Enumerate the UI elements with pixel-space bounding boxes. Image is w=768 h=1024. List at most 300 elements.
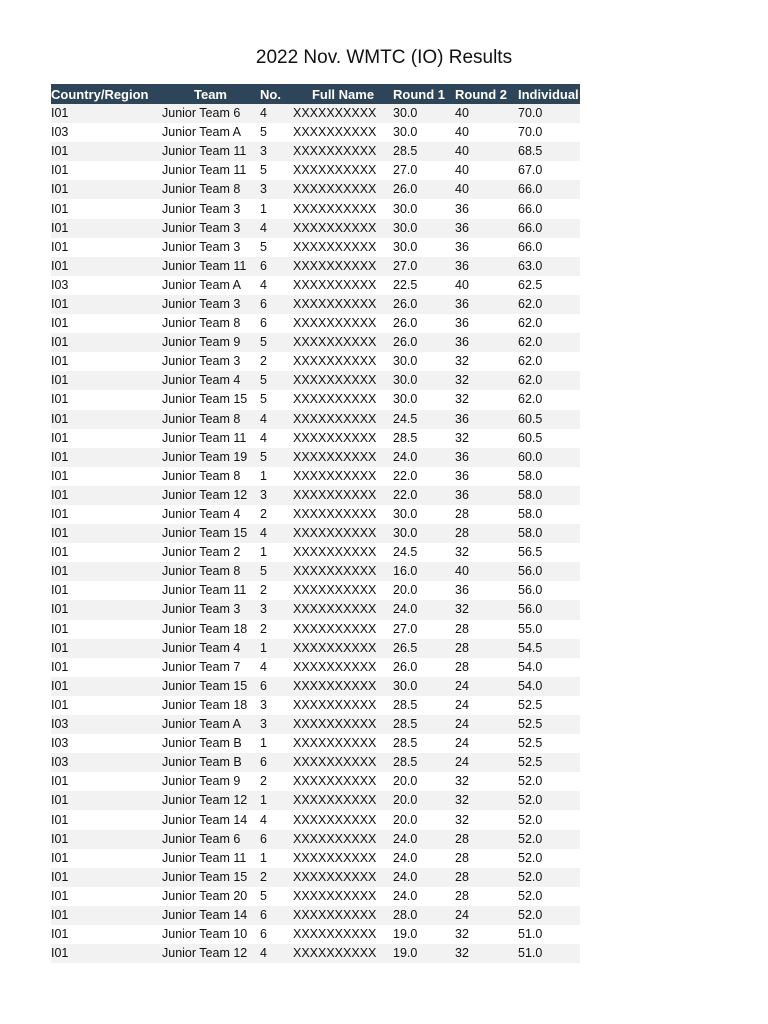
cell-team: Junior Team 12 bbox=[161, 944, 260, 963]
cell-individual: 51.0 bbox=[518, 925, 580, 944]
cell-round-2: 32 bbox=[455, 772, 518, 791]
table-row bbox=[51, 123, 580, 142]
table-row bbox=[51, 810, 580, 829]
table-row bbox=[51, 429, 580, 448]
cell-no: 6 bbox=[260, 257, 293, 276]
cell-team: Junior Team 6 bbox=[161, 830, 260, 849]
cell-country-region: I01 bbox=[51, 199, 161, 218]
cell-no: 6 bbox=[260, 925, 293, 944]
cell-country-region: I01 bbox=[51, 581, 161, 600]
cell-round-2: 36 bbox=[455, 238, 518, 257]
table-row bbox=[51, 753, 580, 772]
cell-full-name: XXXXXXXXXX bbox=[293, 772, 393, 791]
cell-no: 4 bbox=[260, 658, 293, 677]
cell-full-name: XXXXXXXXXX bbox=[293, 581, 393, 600]
table-row bbox=[51, 944, 580, 963]
cell-round-2: 40 bbox=[455, 104, 518, 123]
cell-full-name: XXXXXXXXXX bbox=[293, 276, 393, 295]
column-header-team: Team bbox=[161, 84, 260, 104]
cell-individual: 52.0 bbox=[518, 772, 580, 791]
cell-full-name: XXXXXXXXXX bbox=[293, 371, 393, 390]
cell-team: Junior Team 3 bbox=[161, 352, 260, 371]
cell-full-name: XXXXXXXXXX bbox=[293, 677, 393, 696]
cell-full-name: XXXXXXXXXX bbox=[293, 352, 393, 371]
cell-country-region: I01 bbox=[51, 219, 161, 238]
cell-individual: 58.0 bbox=[518, 524, 580, 543]
cell-team: Junior Team 8 bbox=[161, 562, 260, 581]
cell-round-1: 26.0 bbox=[393, 314, 455, 333]
cell-full-name: XXXXXXXXXX bbox=[293, 600, 393, 619]
cell-team: Junior Team 9 bbox=[161, 333, 260, 352]
table-row bbox=[51, 219, 580, 238]
cell-round-1: 27.0 bbox=[393, 620, 455, 639]
cell-individual: 62.0 bbox=[518, 352, 580, 371]
cell-full-name: XXXXXXXXXX bbox=[293, 639, 393, 658]
cell-country-region: I01 bbox=[51, 410, 161, 429]
cell-team: Junior Team 15 bbox=[161, 677, 260, 696]
cell-team: Junior Team 7 bbox=[161, 658, 260, 677]
page-title: 2022 Nov. WMTC (IO) Results bbox=[255, 47, 513, 68]
cell-no: 2 bbox=[260, 868, 293, 887]
cell-round-2: 40 bbox=[455, 562, 518, 581]
table-row bbox=[51, 276, 580, 295]
cell-individual: 52.0 bbox=[518, 906, 580, 925]
cell-no: 4 bbox=[260, 810, 293, 829]
cell-round-2: 32 bbox=[455, 352, 518, 371]
cell-full-name: XXXXXXXXXX bbox=[293, 830, 393, 849]
cell-country-region: I01 bbox=[51, 295, 161, 314]
cell-round-2: 24 bbox=[455, 734, 518, 753]
cell-country-region: I01 bbox=[51, 944, 161, 963]
cell-round-2: 24 bbox=[455, 906, 518, 925]
cell-full-name: XXXXXXXXXX bbox=[293, 887, 393, 906]
cell-no: 1 bbox=[260, 791, 293, 810]
cell-no: 6 bbox=[260, 753, 293, 772]
table-row bbox=[51, 581, 580, 600]
cell-round-1: 30.0 bbox=[393, 390, 455, 409]
cell-team: Junior Team 8 bbox=[161, 180, 260, 199]
cell-country-region: I01 bbox=[51, 925, 161, 944]
cell-no: 6 bbox=[260, 830, 293, 849]
cell-country-region: I03 bbox=[51, 734, 161, 753]
table-row bbox=[51, 371, 580, 390]
cell-no: 4 bbox=[260, 944, 293, 963]
cell-no: 6 bbox=[260, 295, 293, 314]
cell-country-region: I01 bbox=[51, 257, 161, 276]
cell-individual: 66.0 bbox=[518, 199, 580, 218]
cell-round-2: 32 bbox=[455, 600, 518, 619]
cell-country-region: I01 bbox=[51, 352, 161, 371]
cell-team: Junior Team 6 bbox=[161, 104, 260, 123]
cell-round-1: 30.0 bbox=[393, 371, 455, 390]
cell-team: Junior Team 14 bbox=[161, 906, 260, 925]
table-row bbox=[51, 505, 580, 524]
cell-individual: 58.0 bbox=[518, 505, 580, 524]
cell-team: Junior Team 12 bbox=[161, 486, 260, 505]
cell-round-2: 28 bbox=[455, 830, 518, 849]
cell-individual: 52.5 bbox=[518, 696, 580, 715]
cell-team: Junior Team 15 bbox=[161, 390, 260, 409]
cell-no: 1 bbox=[260, 543, 293, 562]
table-row bbox=[51, 352, 580, 371]
cell-round-1: 28.0 bbox=[393, 906, 455, 925]
table-row bbox=[51, 524, 580, 543]
cell-full-name: XXXXXXXXXX bbox=[293, 562, 393, 581]
cell-individual: 70.0 bbox=[518, 104, 580, 123]
cell-full-name: XXXXXXXXXX bbox=[293, 944, 393, 963]
cell-no: 5 bbox=[260, 238, 293, 257]
cell-team: Junior Team 20 bbox=[161, 887, 260, 906]
cell-team: Junior Team B bbox=[161, 753, 260, 772]
cell-round-1: 28.5 bbox=[393, 753, 455, 772]
cell-no: 4 bbox=[260, 429, 293, 448]
column-header-country-region: Country/Region bbox=[51, 84, 161, 104]
cell-round-1: 20.0 bbox=[393, 791, 455, 810]
cell-full-name: XXXXXXXXXX bbox=[293, 410, 393, 429]
cell-individual: 62.0 bbox=[518, 371, 580, 390]
column-header-full-name: Full Name bbox=[293, 84, 393, 104]
cell-full-name: XXXXXXXXXX bbox=[293, 123, 393, 142]
table-row bbox=[51, 314, 580, 333]
cell-country-region: I01 bbox=[51, 429, 161, 448]
cell-round-2: 40 bbox=[455, 161, 518, 180]
cell-individual: 58.0 bbox=[518, 467, 580, 486]
cell-country-region: I03 bbox=[51, 753, 161, 772]
cell-country-region: I01 bbox=[51, 849, 161, 868]
cell-round-1: 22.0 bbox=[393, 486, 455, 505]
cell-round-1: 24.5 bbox=[393, 543, 455, 562]
cell-round-2: 28 bbox=[455, 868, 518, 887]
cell-round-1: 30.0 bbox=[393, 199, 455, 218]
cell-full-name: XXXXXXXXXX bbox=[293, 658, 393, 677]
cell-full-name: XXXXXXXXXX bbox=[293, 505, 393, 524]
cell-round-1: 30.0 bbox=[393, 505, 455, 524]
cell-round-1: 30.0 bbox=[393, 219, 455, 238]
cell-individual: 54.0 bbox=[518, 658, 580, 677]
cell-team: Junior Team 4 bbox=[161, 505, 260, 524]
cell-country-region: I01 bbox=[51, 104, 161, 123]
cell-round-1: 24.0 bbox=[393, 868, 455, 887]
cell-country-region: I01 bbox=[51, 505, 161, 524]
cell-no: 5 bbox=[260, 333, 293, 352]
table-row bbox=[51, 161, 580, 180]
cell-full-name: XXXXXXXXXX bbox=[293, 753, 393, 772]
cell-no: 2 bbox=[260, 505, 293, 524]
cell-round-2: 24 bbox=[455, 677, 518, 696]
cell-full-name: XXXXXXXXXX bbox=[293, 333, 393, 352]
cell-round-2: 32 bbox=[455, 791, 518, 810]
cell-round-1: 28.5 bbox=[393, 715, 455, 734]
cell-no: 1 bbox=[260, 199, 293, 218]
cell-round-1: 24.0 bbox=[393, 830, 455, 849]
cell-individual: 62.5 bbox=[518, 276, 580, 295]
cell-no: 5 bbox=[260, 448, 293, 467]
cell-no: 1 bbox=[260, 734, 293, 753]
cell-country-region: I01 bbox=[51, 810, 161, 829]
cell-team: Junior Team 10 bbox=[161, 925, 260, 944]
cell-individual: 52.0 bbox=[518, 810, 580, 829]
cell-round-2: 24 bbox=[455, 696, 518, 715]
cell-individual: 52.5 bbox=[518, 734, 580, 753]
cell-round-2: 28 bbox=[455, 658, 518, 677]
cell-country-region: I01 bbox=[51, 791, 161, 810]
cell-team: Junior Team 11 bbox=[161, 849, 260, 868]
cell-team: Junior Team 2 bbox=[161, 543, 260, 562]
cell-round-2: 36 bbox=[455, 295, 518, 314]
table-row bbox=[51, 906, 580, 925]
table-row bbox=[51, 734, 580, 753]
cell-individual: 54.0 bbox=[518, 677, 580, 696]
cell-round-2: 32 bbox=[455, 543, 518, 562]
cell-round-1: 26.0 bbox=[393, 295, 455, 314]
cell-full-name: XXXXXXXXXX bbox=[293, 180, 393, 199]
cell-round-2: 36 bbox=[455, 314, 518, 333]
cell-no: 5 bbox=[260, 887, 293, 906]
cell-full-name: XXXXXXXXXX bbox=[293, 257, 393, 276]
cell-full-name: XXXXXXXXXX bbox=[293, 142, 393, 161]
cell-country-region: I01 bbox=[51, 448, 161, 467]
cell-round-2: 36 bbox=[455, 448, 518, 467]
cell-no: 5 bbox=[260, 371, 293, 390]
cell-round-2: 40 bbox=[455, 180, 518, 199]
cell-no: 2 bbox=[260, 620, 293, 639]
cell-round-1: 30.0 bbox=[393, 677, 455, 696]
cell-full-name: XXXXXXXXXX bbox=[293, 620, 393, 639]
cell-country-region: I01 bbox=[51, 161, 161, 180]
cell-round-1: 30.0 bbox=[393, 524, 455, 543]
cell-country-region: I01 bbox=[51, 830, 161, 849]
cell-round-1: 24.0 bbox=[393, 849, 455, 868]
cell-round-2: 24 bbox=[455, 753, 518, 772]
cell-round-2: 32 bbox=[455, 810, 518, 829]
cell-country-region: I01 bbox=[51, 543, 161, 562]
cell-full-name: XXXXXXXXXX bbox=[293, 925, 393, 944]
cell-no: 4 bbox=[260, 276, 293, 295]
table-row bbox=[51, 448, 580, 467]
cell-team: Junior Team 14 bbox=[161, 810, 260, 829]
table-row bbox=[51, 887, 580, 906]
cell-country-region: I01 bbox=[51, 906, 161, 925]
cell-round-1: 27.0 bbox=[393, 161, 455, 180]
cell-country-region: I01 bbox=[51, 772, 161, 791]
table-row bbox=[51, 562, 580, 581]
table-row bbox=[51, 830, 580, 849]
cell-no: 3 bbox=[260, 600, 293, 619]
cell-country-region: I01 bbox=[51, 333, 161, 352]
cell-round-1: 22.5 bbox=[393, 276, 455, 295]
cell-team: Junior Team 3 bbox=[161, 199, 260, 218]
cell-round-1: 30.0 bbox=[393, 238, 455, 257]
cell-country-region: I01 bbox=[51, 620, 161, 639]
cell-individual: 68.5 bbox=[518, 142, 580, 161]
cell-round-2: 36 bbox=[455, 410, 518, 429]
cell-team: Junior Team 11 bbox=[161, 429, 260, 448]
cell-team: Junior Team A bbox=[161, 276, 260, 295]
cell-round-2: 32 bbox=[455, 925, 518, 944]
cell-country-region: I01 bbox=[51, 467, 161, 486]
table-row bbox=[51, 180, 580, 199]
cell-individual: 52.0 bbox=[518, 868, 580, 887]
cell-team: Junior Team 3 bbox=[161, 600, 260, 619]
cell-round-1: 20.0 bbox=[393, 810, 455, 829]
cell-round-1: 26.0 bbox=[393, 658, 455, 677]
table-row bbox=[51, 543, 580, 562]
cell-round-1: 30.0 bbox=[393, 352, 455, 371]
cell-round-2: 32 bbox=[455, 390, 518, 409]
cell-individual: 52.5 bbox=[518, 753, 580, 772]
cell-country-region: I01 bbox=[51, 180, 161, 199]
cell-round-1: 24.0 bbox=[393, 448, 455, 467]
cell-no: 3 bbox=[260, 486, 293, 505]
cell-round-2: 40 bbox=[455, 123, 518, 142]
cell-individual: 56.0 bbox=[518, 562, 580, 581]
cell-individual: 67.0 bbox=[518, 161, 580, 180]
cell-no: 5 bbox=[260, 161, 293, 180]
cell-country-region: I03 bbox=[51, 715, 161, 734]
cell-round-2: 24 bbox=[455, 715, 518, 734]
table-row bbox=[51, 238, 580, 257]
cell-country-region: I01 bbox=[51, 314, 161, 333]
cell-individual: 62.0 bbox=[518, 333, 580, 352]
table-row bbox=[51, 620, 580, 639]
cell-country-region: I01 bbox=[51, 600, 161, 619]
cell-team: Junior Team 11 bbox=[161, 257, 260, 276]
cell-full-name: XXXXXXXXXX bbox=[293, 543, 393, 562]
cell-no: 3 bbox=[260, 180, 293, 199]
cell-team: Junior Team 4 bbox=[161, 371, 260, 390]
cell-individual: 70.0 bbox=[518, 123, 580, 142]
cell-round-1: 26.5 bbox=[393, 639, 455, 658]
cell-individual: 60.0 bbox=[518, 448, 580, 467]
cell-round-2: 36 bbox=[455, 467, 518, 486]
cell-round-2: 28 bbox=[455, 524, 518, 543]
cell-round-2: 40 bbox=[455, 276, 518, 295]
cell-individual: 62.0 bbox=[518, 390, 580, 409]
cell-team: Junior Team 3 bbox=[161, 295, 260, 314]
cell-team: Junior Team 11 bbox=[161, 581, 260, 600]
cell-full-name: XXXXXXXXXX bbox=[293, 314, 393, 333]
cell-individual: 52.5 bbox=[518, 715, 580, 734]
cell-no: 5 bbox=[260, 562, 293, 581]
cell-round-2: 32 bbox=[455, 944, 518, 963]
cell-no: 3 bbox=[260, 715, 293, 734]
cell-full-name: XXXXXXXXXX bbox=[293, 791, 393, 810]
cell-full-name: XXXXXXXXXX bbox=[293, 810, 393, 829]
cell-no: 5 bbox=[260, 390, 293, 409]
cell-full-name: XXXXXXXXXX bbox=[293, 524, 393, 543]
cell-round-1: 19.0 bbox=[393, 944, 455, 963]
cell-team: Junior Team 15 bbox=[161, 868, 260, 887]
cell-team: Junior Team 4 bbox=[161, 639, 260, 658]
cell-no: 1 bbox=[260, 639, 293, 658]
table-row bbox=[51, 677, 580, 696]
cell-team: Junior Team 9 bbox=[161, 772, 260, 791]
table-row bbox=[51, 925, 580, 944]
table-row bbox=[51, 257, 580, 276]
cell-no: 2 bbox=[260, 352, 293, 371]
table-row bbox=[51, 658, 580, 677]
table-row bbox=[51, 791, 580, 810]
cell-country-region: I01 bbox=[51, 639, 161, 658]
cell-country-region: I01 bbox=[51, 142, 161, 161]
cell-country-region: I01 bbox=[51, 371, 161, 390]
cell-individual: 52.0 bbox=[518, 830, 580, 849]
results-table bbox=[51, 84, 580, 963]
cell-full-name: XXXXXXXXXX bbox=[293, 906, 393, 925]
cell-team: Junior Team 11 bbox=[161, 161, 260, 180]
cell-team: Junior Team 18 bbox=[161, 620, 260, 639]
cell-country-region: I01 bbox=[51, 677, 161, 696]
cell-individual: 52.0 bbox=[518, 791, 580, 810]
table-row bbox=[51, 849, 580, 868]
cell-individual: 60.5 bbox=[518, 410, 580, 429]
cell-no: 2 bbox=[260, 772, 293, 791]
cell-full-name: XXXXXXXXXX bbox=[293, 467, 393, 486]
cell-country-region: I01 bbox=[51, 887, 161, 906]
cell-full-name: XXXXXXXXXX bbox=[293, 238, 393, 257]
cell-country-region: I01 bbox=[51, 562, 161, 581]
cell-team: Junior Team 15 bbox=[161, 524, 260, 543]
cell-team: Junior Team 8 bbox=[161, 410, 260, 429]
cell-individual: 56.5 bbox=[518, 543, 580, 562]
cell-individual: 66.0 bbox=[518, 180, 580, 199]
cell-no: 6 bbox=[260, 314, 293, 333]
table-row bbox=[51, 295, 580, 314]
cell-team: Junior Team 3 bbox=[161, 238, 260, 257]
cell-country-region: I01 bbox=[51, 390, 161, 409]
cell-individual: 66.0 bbox=[518, 238, 580, 257]
cell-round-1: 24.5 bbox=[393, 410, 455, 429]
cell-no: 2 bbox=[260, 581, 293, 600]
cell-country-region: I01 bbox=[51, 238, 161, 257]
column-header-round-1: Round 1 bbox=[393, 84, 455, 104]
cell-round-2: 36 bbox=[455, 219, 518, 238]
cell-full-name: XXXXXXXXXX bbox=[293, 429, 393, 448]
cell-no: 1 bbox=[260, 467, 293, 486]
cell-round-1: 26.0 bbox=[393, 333, 455, 352]
cell-full-name: XXXXXXXXXX bbox=[293, 161, 393, 180]
column-header-round-2: Round 2 bbox=[455, 84, 518, 104]
cell-round-2: 40 bbox=[455, 142, 518, 161]
table-row bbox=[51, 142, 580, 161]
cell-round-1: 28.5 bbox=[393, 734, 455, 753]
table-row bbox=[51, 104, 580, 123]
table-row bbox=[51, 410, 580, 429]
cell-round-1: 16.0 bbox=[393, 562, 455, 581]
cell-team: Junior Team 12 bbox=[161, 791, 260, 810]
cell-no: 4 bbox=[260, 219, 293, 238]
cell-individual: 56.0 bbox=[518, 581, 580, 600]
cell-round-1: 30.0 bbox=[393, 104, 455, 123]
cell-country-region: I01 bbox=[51, 696, 161, 715]
cell-no: 6 bbox=[260, 677, 293, 696]
cell-round-1: 26.0 bbox=[393, 180, 455, 199]
cell-round-1: 24.0 bbox=[393, 887, 455, 906]
cell-round-1: 22.0 bbox=[393, 467, 455, 486]
cell-round-2: 36 bbox=[455, 199, 518, 218]
cell-no: 6 bbox=[260, 906, 293, 925]
column-header-individual: Individual bbox=[518, 84, 580, 104]
cell-team: Junior Team 8 bbox=[161, 467, 260, 486]
cell-round-2: 36 bbox=[455, 486, 518, 505]
cell-team: Junior Team A bbox=[161, 715, 260, 734]
table-header-row bbox=[51, 84, 580, 104]
cell-round-2: 36 bbox=[455, 257, 518, 276]
cell-round-1: 20.0 bbox=[393, 772, 455, 791]
cell-round-2: 28 bbox=[455, 887, 518, 906]
table-row bbox=[51, 868, 580, 887]
table-body bbox=[51, 104, 580, 963]
